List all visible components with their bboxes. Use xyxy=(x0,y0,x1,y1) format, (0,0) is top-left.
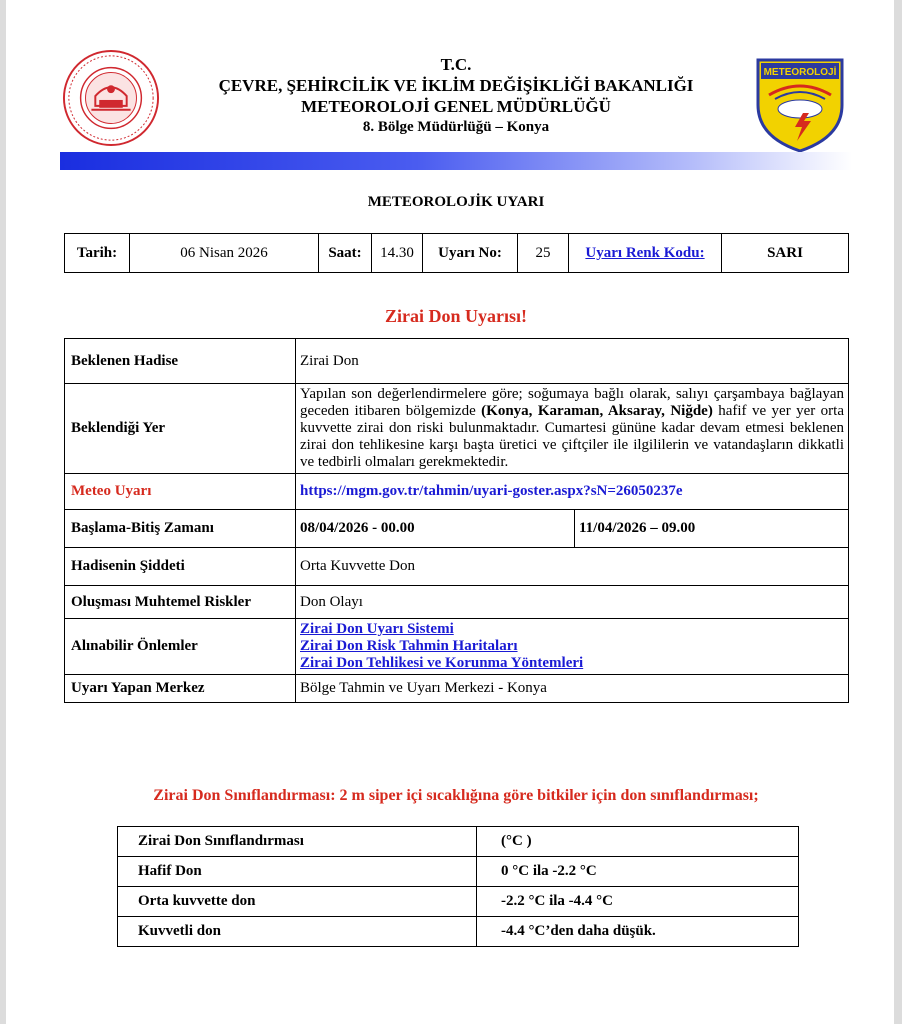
warning-info-table xyxy=(64,233,849,273)
time-value: 14.30 xyxy=(372,234,423,273)
measures-links xyxy=(296,619,849,675)
measure-link-warning-system[interactable]: Zirai Don Uyarı Sistemi xyxy=(300,621,454,637)
table-row xyxy=(118,857,799,887)
table-row xyxy=(65,510,849,548)
warning-details-table xyxy=(64,338,849,703)
warning-no-label: Uyarı No: xyxy=(423,234,518,273)
date-label: Tarih: xyxy=(65,234,130,273)
location-text-2: hafif ve yer yer orta kuvvette zirai don riski bulunmaktadır. Cumartesi gününe kadar devam etmesi beklenen zirai don tehlikesine karşı başta üretici ve çiftçiler ile ilgililerin ve vatandaşların dikkatli ve tedbirli olmaları gerekmektedir. xyxy=(300,403,844,470)
class-range-strong: -4.4 °C’den daha düşük. xyxy=(477,917,799,947)
event-value: Zirai Don xyxy=(296,339,849,384)
meteo-warning-cell xyxy=(296,474,849,510)
document-title: METEOROLOJİK UYARI xyxy=(367,194,545,210)
right-logo-text: METEOROLOJİ xyxy=(763,67,837,78)
color-code-value: SARI xyxy=(722,234,849,273)
table-row xyxy=(65,675,849,703)
header-regional-office: 8. Bölge Müdürlüğü – Konya xyxy=(362,119,550,135)
ministry-seal-logo xyxy=(62,49,160,147)
measure-link-protection-methods[interactable]: Zirai Don Tehlikesi ve Korunma Yöntemleri xyxy=(300,655,584,671)
table-row xyxy=(65,548,849,586)
table-row xyxy=(118,887,799,917)
class-name-moderate: Orta kuvvette don xyxy=(118,887,477,917)
table-row xyxy=(118,917,799,947)
header-divider-band xyxy=(60,152,852,170)
header-directorate: METEOROLOJİ GENEL MÜDÜRLÜĞÜ xyxy=(301,97,611,116)
location-text-1: Yapılan son değerlendirmelere göre; soğumaya bağlı olarak, salıyı çarşambaya bağlayan geceden itibaren bölgemizde xyxy=(300,386,844,419)
classification-title: Zirai Don Sınıflandırması: 2 m siper içi sıcaklığına göre bitkiler için don sınıflandırması; xyxy=(153,787,759,804)
meteoroloji-shield-logo xyxy=(755,57,845,153)
location-description xyxy=(296,384,849,474)
period-label: Başlama-Bitiş Zamanı xyxy=(65,510,296,548)
risks-value: Don Olayı xyxy=(296,586,849,619)
classification-header-name: Zirai Don Sınıflandırması xyxy=(118,827,477,857)
period-start: 08/04/2026 - 00.00 xyxy=(296,510,575,548)
table-row xyxy=(65,474,849,510)
header-line-tc: T.C. xyxy=(440,55,472,74)
warning-no-value: 25 xyxy=(518,234,569,273)
center-label: Uyarı Yapan Merkez xyxy=(65,675,296,703)
color-code-cell xyxy=(569,234,722,273)
document-header xyxy=(156,54,756,138)
meteo-warning-link[interactable]: https://mgm.gov.tr/tahmin/uyari-goster.aspx?sN=26050237e xyxy=(300,483,683,499)
measure-link-risk-maps[interactable]: Zirai Don Risk Tahmin Haritaları xyxy=(300,638,518,654)
document-page xyxy=(6,0,894,1024)
period-end: 11/04/2026 – 09.00 xyxy=(575,510,849,548)
class-range-moderate: -2.2 °C ila -4.4 °C xyxy=(477,887,799,917)
header-ministry: ÇEVRE, ŞEHİRCİLİK VE İKLİM DEĞİŞİKLİĞİ BAKANLIĞI xyxy=(218,76,694,95)
meteo-warning-label: Meteo Uyarı xyxy=(65,474,296,510)
color-code-link[interactable]: Uyarı Renk Kodu: xyxy=(585,244,705,261)
info-row xyxy=(65,234,849,273)
location-label: Beklendiği Yer xyxy=(65,384,296,474)
time-label: Saat: xyxy=(319,234,372,273)
classification-header-unit: (°C ) xyxy=(477,827,799,857)
severity-value: Orta Kuvvette Don xyxy=(296,548,849,586)
date-value: 06 Nisan 2026 xyxy=(130,234,319,273)
risks-label: Oluşması Muhtemel Riskler xyxy=(65,586,296,619)
warning-title: Zirai Don Uyarısı! xyxy=(385,306,527,326)
measures-label: Alınabilir Önlemler xyxy=(65,619,296,675)
frost-classification-table xyxy=(117,826,799,947)
class-range-light: 0 °C ila -2.2 °C xyxy=(477,857,799,887)
table-row xyxy=(65,586,849,619)
center-value: Bölge Tahmin ve Uyarı Merkezi - Konya xyxy=(296,675,849,703)
table-row xyxy=(65,384,849,474)
table-row xyxy=(118,827,799,857)
location-text-provinces: (Konya, Karaman, Aksaray, Niğde) xyxy=(481,403,713,419)
severity-label: Hadisenin Şiddeti xyxy=(65,548,296,586)
table-row xyxy=(65,619,849,675)
table-row xyxy=(65,339,849,384)
class-name-light: Hafif Don xyxy=(118,857,477,887)
event-label: Beklenen Hadise xyxy=(65,339,296,384)
class-name-strong: Kuvvetli don xyxy=(118,917,477,947)
